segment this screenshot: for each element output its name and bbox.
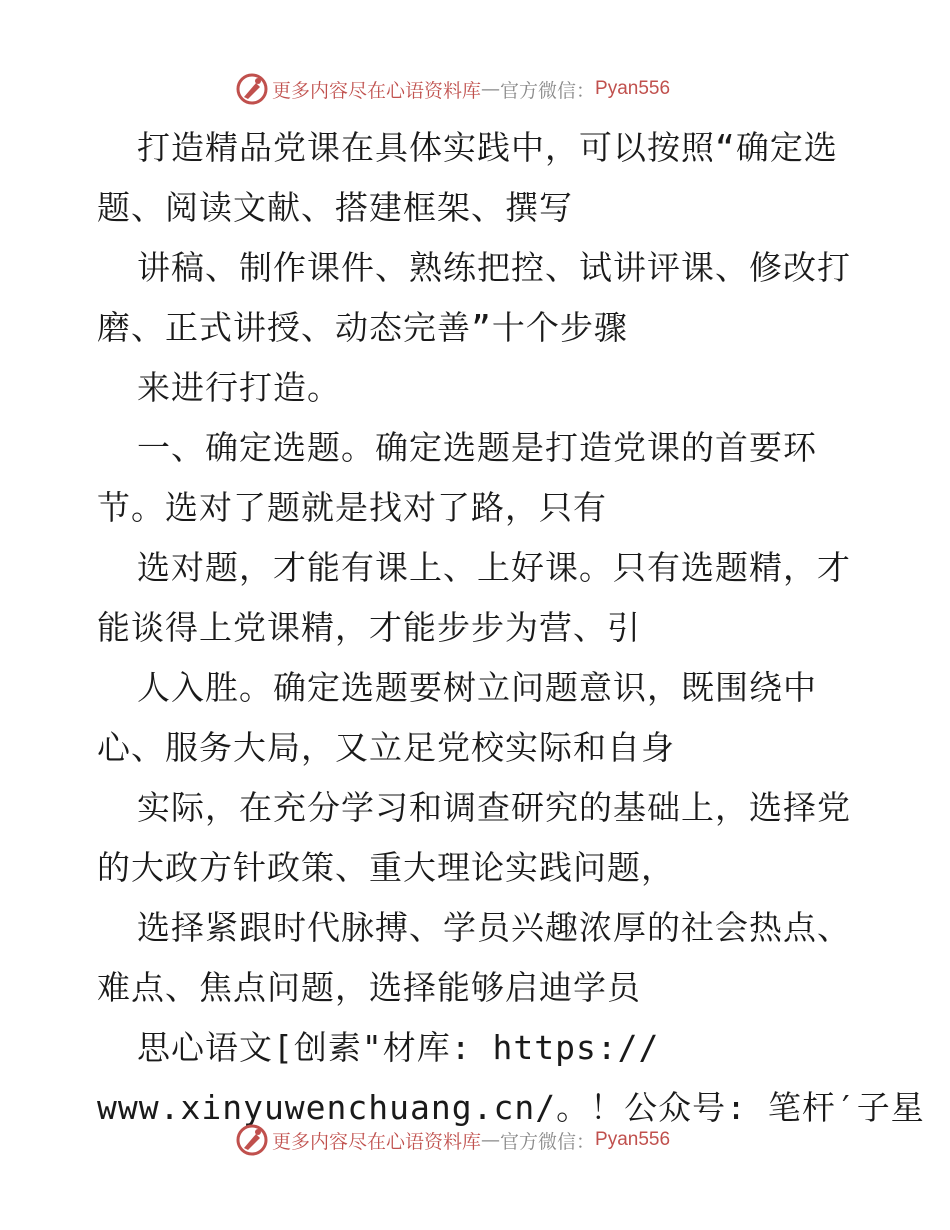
- text-line: 讲稿、制作课件、熟练把控、试讲评课、修改打: [137, 248, 851, 287]
- text-line: 心、服务大局，又立足党校实际和自身: [97, 728, 675, 767]
- text-line: 磨、正式讲授、动态完善”十个步骤: [97, 308, 628, 347]
- watermark-wechat-id: Pyan556: [595, 78, 671, 99]
- watermark-wechat-id: Pyan556: [595, 1129, 671, 1150]
- text-line: 思心语文[创素"材库: https://: [137, 1028, 660, 1067]
- watermark-main-text: 更多内容尽在心语资料库: [272, 79, 482, 102]
- text-line: www.xinyuwenchuang.cn/。！公众号: 笔杆′子星: [97, 1088, 925, 1127]
- watermark-label: 官方微信：: [500, 79, 596, 102]
- pen-logo-icon: [236, 1124, 268, 1156]
- text-line: 打造精品党课在具体实践中，可以按照“确定选: [137, 128, 838, 167]
- watermark-separator: —: [481, 78, 501, 100]
- text-line: 能谈得上党课精，才能步步为营、引: [97, 608, 641, 647]
- text-line: 一、确定选题。确定选题是打造党课的首要环: [137, 428, 817, 467]
- text-line: 题、阅读文献、搭建框架、撰写: [97, 188, 573, 227]
- watermark-main-text: 更多内容尽在心语资料库: [272, 1130, 482, 1153]
- text-line: 实际，在充分学习和调查研究的基础上，选择党: [137, 788, 851, 827]
- text-line: 选择紧跟时代脉搏、学员兴趣浓厚的社会热点、: [137, 908, 851, 947]
- text-line: 人入胜。确定选题要树立问题意识，既围绕中: [137, 668, 817, 707]
- text-line: 节。选对了题就是找对了路，只有: [97, 488, 607, 527]
- text-line: 的大政方针政策、重大理论实践问题，: [97, 848, 675, 887]
- document-body: [97, 118, 925, 1138]
- text-line: 选对题，才能有课上、上好课。只有选题精，才: [137, 548, 851, 587]
- pen-logo-icon: [236, 73, 268, 105]
- footer-watermark: [236, 1123, 670, 1157]
- text-line: 难点、焦点问题，选择能够启迪学员: [97, 968, 641, 1007]
- text-line: 来进行打造。: [137, 368, 341, 407]
- watermark-separator: —: [481, 1129, 501, 1151]
- header-watermark: [236, 72, 670, 106]
- watermark-label: 官方微信：: [500, 1130, 596, 1153]
